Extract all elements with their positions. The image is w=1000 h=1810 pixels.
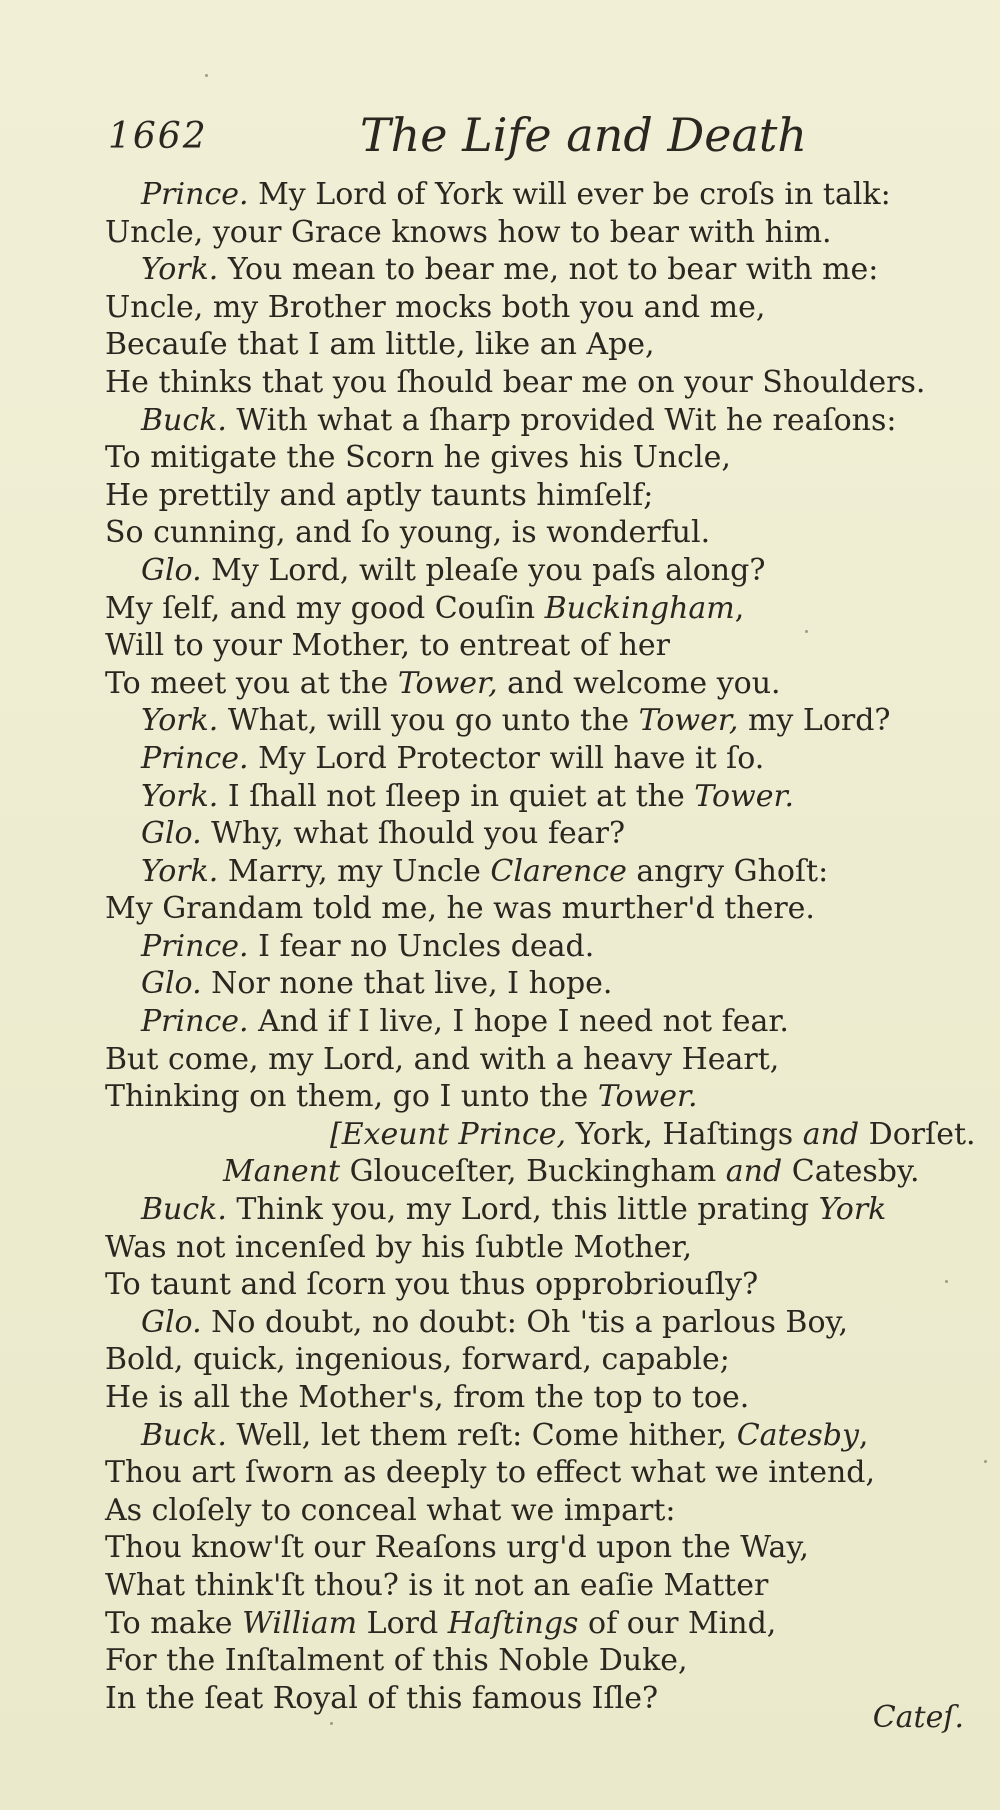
line-text: To make [105, 1605, 243, 1641]
page-number: 1662 [108, 116, 208, 157]
verse-line [105, 1680, 985, 1718]
speaker-name: Glo. [141, 1304, 202, 1340]
line-text: Nor none that live, I hope. [201, 966, 613, 1002]
paper-speck [945, 1280, 948, 1283]
verse-line [105, 1304, 985, 1342]
catchword: Cateſ. [872, 1700, 964, 1735]
line-text: What think'ſt thou? is it not an eaſie Matter [105, 1567, 769, 1603]
speaker-name: Prince. [141, 1004, 249, 1040]
page-header [108, 108, 968, 168]
line-text: Bold, quick, ingenious, forward, capable; [105, 1342, 730, 1378]
verse-line [105, 1379, 985, 1417]
line-text: He is all the Mother's, from the top to toe. [105, 1380, 750, 1415]
verse-line [105, 1567, 985, 1605]
line-text: As cloſely to conceal what we impart: [105, 1492, 676, 1528]
verse-line [105, 1041, 985, 1079]
line-text: Thou know'ſt our Reaſons urg'd upon the Way, [105, 1530, 809, 1566]
verse-line [105, 1341, 985, 1379]
line-text: But come, my Lord, and with a heavy Heart, [105, 1041, 780, 1077]
speaker-name: Glo. [141, 552, 202, 588]
line-text: My ſelf, and my good Couſin [105, 590, 545, 626]
proper-name: Tower, [638, 703, 739, 739]
speaker-name: Prince. [141, 177, 249, 212]
line-text: To taunt and ſcorn you thus opprobriouſly? [105, 1267, 759, 1303]
verse-line [105, 1003, 985, 1041]
line-text: He prettily and aptly taunts himſelf; [105, 477, 654, 513]
verse-line [105, 1417, 985, 1455]
verse-line [105, 1642, 985, 1680]
verse-line [105, 853, 985, 891]
verse-line [105, 439, 985, 477]
line-text: My Grandam told me, he was murther'd there. [105, 891, 815, 927]
line-text: Will to your Mother, to entreat of her [105, 628, 670, 664]
verse-line [105, 289, 985, 327]
line-text: My Lord, wilt pleaſe you paſs along? [201, 552, 766, 588]
proper-name: Clarence [490, 853, 627, 889]
verse-line [105, 514, 985, 552]
line-text: Thinking on them, go I unto the [105, 1079, 598, 1115]
line-text: Well, let them reſt: Come hither, [226, 1417, 737, 1453]
verse-line [105, 1605, 985, 1643]
speaker-name: Prince. [141, 740, 249, 776]
proper-name: York [818, 1192, 887, 1228]
verse-line [105, 740, 985, 778]
verse-line [105, 702, 985, 740]
line-text: Becauſe that I am little, like an Ape, [105, 327, 655, 363]
play-text [105, 176, 985, 1717]
line-text: To meet you at the [105, 665, 398, 701]
speaker-name: Glo. [141, 966, 202, 1002]
speaker-name: Glo. [141, 816, 202, 852]
verse-line [105, 1529, 985, 1567]
line-text: To mitigate the Scorn he gives his Uncle, [105, 440, 731, 476]
running-title: The Life and Death [360, 108, 808, 162]
verse-line [105, 665, 985, 703]
stage-text: York, Haſtings [575, 1116, 803, 1152]
verse-line [105, 815, 985, 853]
line-text: And if I live, I hope I need not fear. [248, 1004, 789, 1040]
stage-text: Catesby. [791, 1154, 920, 1190]
line-text: My Lord of York will ever be croſs in talk: [248, 177, 891, 212]
stage-text: Dorſet. [868, 1116, 976, 1152]
verse-line [105, 1454, 985, 1492]
verse-line [105, 1229, 985, 1267]
paper-speck [330, 1722, 333, 1725]
paper-speck [984, 1460, 987, 1463]
proper-name: Tower. [597, 1079, 698, 1115]
stage-direction [105, 1116, 985, 1154]
verse-line [105, 214, 985, 252]
line-text: I ſhall not ſleep in quiet at the [218, 778, 695, 814]
verse-line [105, 1078, 985, 1116]
proper-name: Tower. [694, 778, 795, 814]
line-text: Was not incenſed by his ſubtle Mother, [105, 1229, 693, 1265]
proper-name: William [242, 1605, 358, 1641]
stage-text: Glouceſter, Buckingham [349, 1154, 726, 1190]
line-text: , [734, 590, 745, 626]
line-text: Uncle, my Brother mocks both you and me, [105, 289, 766, 325]
verse-line [105, 1266, 985, 1304]
verse-line [105, 890, 985, 928]
line-text: Marry, my Uncle [218, 853, 491, 889]
stage-text: Manent [223, 1154, 350, 1190]
stage-direction [105, 1153, 985, 1191]
proper-name: Catesby [736, 1417, 859, 1453]
stage-text: and [725, 1154, 792, 1190]
speaker-name: York. [141, 853, 219, 889]
line-text: angry Ghoſt: [626, 853, 829, 889]
line-text: Thou art ſworn as deeply to effect what we intend, [105, 1455, 876, 1491]
line-text: No doubt, no doubt: Oh 'tis a parlous Boy, [201, 1304, 849, 1340]
verse-line [105, 326, 985, 364]
line-text: , [858, 1417, 869, 1453]
line-text: What, will you go unto the [218, 703, 639, 739]
verse-line [105, 251, 985, 289]
verse-line [105, 477, 985, 515]
speaker-name: York. [141, 252, 219, 288]
line-text: I fear no Uncles dead. [248, 928, 595, 964]
verse-line [105, 965, 985, 1003]
verse-line [105, 928, 985, 966]
line-text: In the ſeat Royal of this famous Iſle? [105, 1680, 659, 1716]
speaker-name: Buck. [141, 402, 227, 438]
line-text: of our Mind, [578, 1605, 777, 1641]
paper-speck [805, 630, 808, 633]
line-text: My Lord Protector will have it ſo. [248, 740, 765, 776]
line-text: With what a ſharp provided Wit he reaſons: [226, 402, 897, 438]
line-text: Uncle, your Grace knows how to bear with him. [105, 214, 832, 250]
verse-line [105, 1492, 985, 1530]
stage-text: [Exeunt Prince, [330, 1116, 576, 1152]
line-text: Lord [357, 1605, 448, 1641]
speaker-name: Buck. [141, 1417, 227, 1453]
line-text: You mean to bear me, not to bear with me: [218, 252, 879, 288]
verse-line [105, 778, 985, 816]
verse-line [105, 590, 985, 628]
verse-line [105, 1191, 985, 1229]
proper-name: Buckingham [544, 590, 735, 626]
line-text: Think you, my Lord, this little prating [226, 1192, 819, 1228]
line-text: For the Inſtalment of this Noble Duke, [105, 1643, 688, 1679]
verse-line [105, 627, 985, 665]
speaker-name: York. [141, 778, 219, 814]
line-text: and welcome you. [497, 665, 781, 701]
proper-name: Tower, [397, 665, 498, 701]
line-text: He thinks that you ſhould bear me on your Shoulders. [105, 364, 926, 400]
stage-text: and [802, 1116, 869, 1152]
verse-line [105, 176, 985, 214]
verse-line [105, 364, 985, 402]
proper-name: Haſtings [447, 1605, 579, 1641]
line-text: my Lord? [738, 703, 891, 739]
line-text: So cunning, and ſo young, is wonderful. [105, 515, 711, 551]
paper-speck [205, 74, 208, 77]
speaker-name: York. [141, 703, 219, 739]
speaker-name: Buck. [141, 1192, 227, 1228]
line-text: Why, what ſhould you fear? [201, 816, 626, 852]
speaker-name: Prince. [141, 928, 249, 964]
verse-line [105, 552, 985, 590]
verse-line [105, 402, 985, 440]
